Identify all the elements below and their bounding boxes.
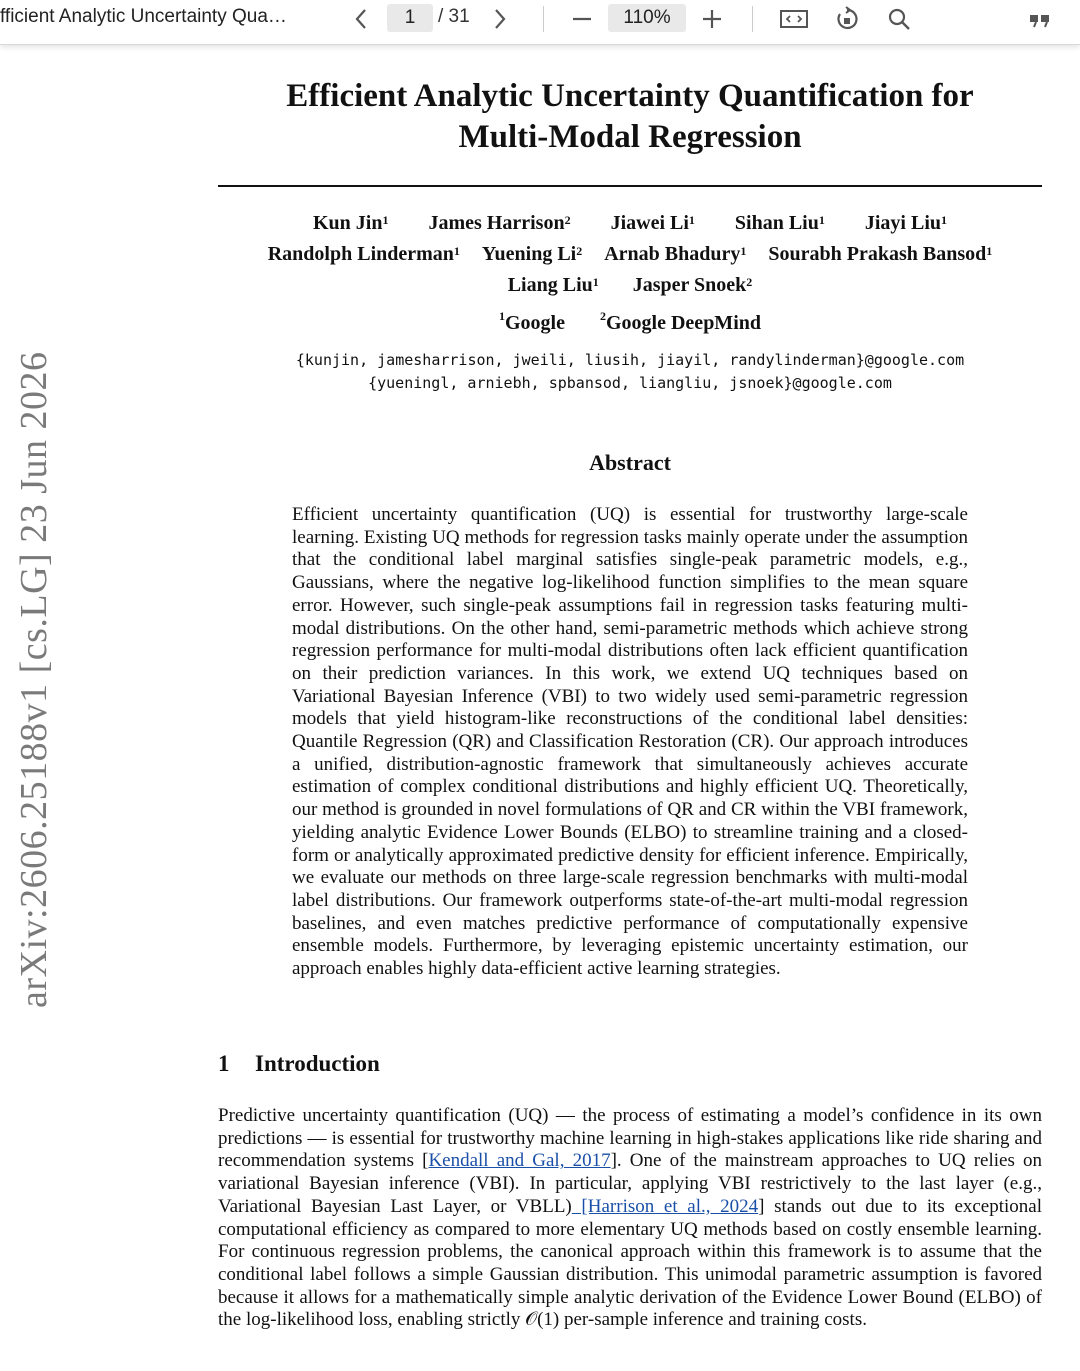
fit-page-button[interactable] bbox=[778, 4, 810, 34]
email-line: {kunjin, jamesharrison, jweili, liusih, jiayil, randylinderman}@google.com bbox=[295, 351, 965, 369]
author-name-text: Kun Jin bbox=[312, 212, 383, 234]
author-name-text: Sourabh Prakash Bansod bbox=[768, 243, 987, 265]
affiliation-marker: 2 bbox=[564, 213, 571, 227]
affiliation-marker: 1 bbox=[688, 213, 695, 227]
intro-text: Predictive uncertainty quantification (UQ) — the process of estimating a model’s confidence in its own predictions — is essential for trustworthy machine learning in high-stakes applications like ride sharing and recommendation systems [ bbox=[218, 1105, 1042, 1172]
affiliation-marker: 1 bbox=[986, 244, 993, 258]
citation-link-kendall[interactable]: Kendall and Gal, 2017 bbox=[428, 1150, 611, 1172]
author-name bbox=[865, 208, 947, 239]
title-line-1: Efficient Analytic Uncertainty Quantification for bbox=[286, 78, 974, 114]
author-name bbox=[768, 239, 992, 270]
author-name bbox=[604, 239, 746, 270]
section-title: Introduction bbox=[255, 1051, 380, 1076]
author-name bbox=[313, 208, 388, 239]
affiliation-marker: 1 bbox=[818, 213, 825, 227]
zoom-level[interactable]: 110% bbox=[608, 4, 686, 32]
section-number: 1 bbox=[218, 1051, 230, 1076]
author-name-text: Randolph Linderman bbox=[267, 243, 454, 265]
email-line: {yueningl, arniebh, spbansod, liangliu, jsnoek}@google.com bbox=[368, 374, 892, 392]
author-emails bbox=[218, 349, 1042, 395]
affiliation-marker: 2 bbox=[576, 244, 583, 258]
affiliation-deepmind: Google DeepMind bbox=[606, 312, 761, 334]
affiliation-marker: 1 bbox=[382, 213, 389, 227]
author-name bbox=[268, 239, 460, 270]
intro-text: ] stands out due to its exceptional computational efficiency as compared to more elementary UQ methods based on costly ensemble learning. For continuous regression problems, the canonical approach within this framework is to assume that the conditional label follows a simple Gaussian distribution. This unimodal parametric assumption is favored because it allows for a mathematically simple analytic derivation of the Evidence Lower Bound (ELBO) of the log-likelihood loss, enabling strictly 𝒪(1) per-sample inference and training costs. bbox=[218, 1195, 1043, 1331]
author-row bbox=[218, 239, 1042, 270]
author-name-text: Yuening Li bbox=[481, 243, 577, 265]
author-name-text: Jiayi Liu bbox=[864, 212, 941, 234]
section-heading bbox=[218, 1051, 380, 1077]
comments-button[interactable] bbox=[1026, 4, 1054, 34]
affiliation-google: Google bbox=[505, 312, 565, 334]
author-name bbox=[611, 208, 695, 239]
author-name-text: Sihan Liu bbox=[734, 212, 819, 234]
abstract-text: Efficient uncertainty quantification (UQ) is essential for trustworthy large-scale learning. Existing UQ methods for regression tasks mainly operate under the assumption that the conditional label marginal satisfies single-peak parametric models, e.g., Gaussians, where the negative log-likelihood function simplifies to the mean square error. However, such single-peak assumptions fail in regression tasks featuring multi-modal distributions. On the other hand, semi-parametric methods which achieve strong regression performance for multi-modal distributions often lack efficient quantification on their prediction variances. In this work, we extend UQ techniques based on Variational Bayesian Inference (VBI) to two widely used semi-parametric regression models that yield histogram-like reconstructions of the conditional label densities: Quantile Regression (QR) and Classification Restoration (CR). Our approach introduces a unified, distribution-agnostic framework that simultaneously achieves accurate estimation of complex conditional distributions and highly efficient UQ. Theoretically, our method is grounded in novel formulations of QR and CR within the VBI framework, yielding analytic Evidence Lower Bounds (ELBO) to streamline training and a closed-form or analytically approximated predictive density for efficient inference. Empirically, we evaluate our methods on three large-scale regression benchmarks with multi-modal label distributions. Our framework outperforms state-of-the-art multi-modal regression baselines, and even matches predictive performance of computationally expensive ensemble models. Furthermore, by leveraging epistemic uncertainty estimation, our approach enables highly data-efficient active learning strategies. bbox=[292, 504, 968, 980]
author-name-text: Liang Liu bbox=[507, 274, 593, 296]
affiliation-marker: 1 bbox=[941, 213, 947, 227]
author-row bbox=[218, 270, 1042, 301]
fit-width-icon bbox=[779, 8, 809, 30]
author-list bbox=[218, 208, 1042, 301]
author-name-text: Jiawei Li bbox=[610, 212, 689, 234]
abstract-heading: Abstract bbox=[589, 450, 671, 475]
paper-title bbox=[218, 76, 1042, 158]
affil-marker: 2 bbox=[600, 309, 606, 323]
intro-text: ]. One of the mainstream approaches to UQ relies on variational Bayesian inference (VBI). In particular, applying VBI restrictively to the last layer (e.g., Variational Bayesian Last Layer, or VBLL) bbox=[218, 1150, 1042, 1217]
minus-icon bbox=[571, 8, 593, 30]
title-rule bbox=[218, 185, 1042, 187]
rotate-button[interactable] bbox=[832, 4, 862, 34]
search-button[interactable] bbox=[885, 4, 913, 34]
author-name bbox=[508, 270, 599, 301]
page-number-input[interactable]: 1 bbox=[387, 4, 433, 32]
quote-icon bbox=[1028, 9, 1052, 29]
author-name-text: Jasper Snoek bbox=[632, 274, 747, 296]
next-page-button[interactable] bbox=[487, 4, 513, 34]
affiliation-marker: 1 bbox=[453, 244, 460, 258]
plus-icon bbox=[701, 8, 723, 30]
previous-page-button[interactable] bbox=[348, 4, 374, 34]
author-name bbox=[633, 270, 753, 301]
chevron-right-icon bbox=[493, 8, 507, 30]
author-name-text: Arnab Bhadury bbox=[604, 243, 741, 265]
citation-link-harrison[interactable]: [Harrison et al., 2024 bbox=[571, 1195, 759, 1217]
toolbar-divider bbox=[752, 6, 753, 32]
affil-marker: 1 bbox=[499, 309, 505, 323]
author-name bbox=[428, 208, 570, 239]
author-name-text: James Harrison bbox=[428, 212, 565, 234]
page-total: / 31 bbox=[438, 6, 470, 27]
title-line-2: Multi-Modal Regression bbox=[458, 119, 802, 155]
author-name bbox=[735, 208, 825, 239]
author-row bbox=[218, 208, 1042, 239]
document-title: fficient Analytic Uncertainty Qua… bbox=[0, 6, 287, 27]
zoom-in-button[interactable] bbox=[698, 4, 726, 34]
arxiv-identifier: arXiv:2606.25188v1 [cs.LG] 23 Jun 2026 bbox=[13, 351, 55, 1008]
pdf-toolbar bbox=[0, 0, 1080, 45]
zoom-out-button[interactable] bbox=[568, 4, 596, 34]
affiliation-marker: 1 bbox=[592, 275, 599, 289]
pdf-page bbox=[0, 46, 1080, 1371]
chevron-left-icon bbox=[354, 8, 368, 30]
toolbar-divider bbox=[543, 6, 544, 32]
affiliation-marker: 1 bbox=[740, 244, 747, 258]
rotate-icon bbox=[834, 6, 860, 32]
author-name bbox=[482, 239, 582, 270]
affiliation-marker: 2 bbox=[746, 275, 753, 289]
intro-paragraph bbox=[218, 1105, 1042, 1332]
affiliations bbox=[218, 309, 1042, 335]
search-icon bbox=[887, 7, 911, 31]
